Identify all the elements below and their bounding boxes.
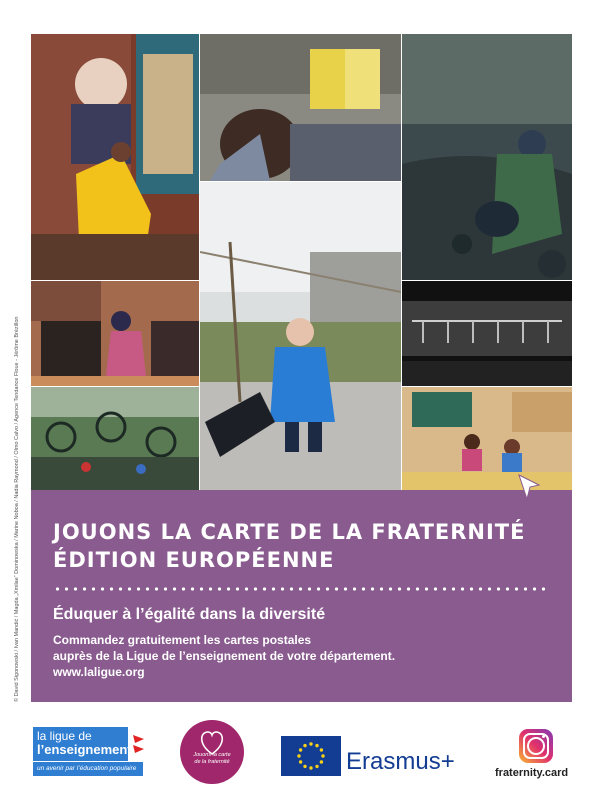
photo-girl-suitcase [200, 182, 401, 490]
body-line-1: Commandez gratuitement les cartes postales [53, 633, 312, 647]
dotted-divider [53, 587, 550, 591]
logos-row [0, 712, 603, 811]
ligue-logo [33, 727, 143, 777]
instagram-handle[interactable]: fraternity.card [495, 767, 569, 779]
photo-shore-worker [402, 34, 572, 280]
erasmus-label: Erasmus+ [346, 748, 455, 775]
fraternity-logo-text: Jouons la carte de la fraternité [193, 752, 231, 765]
photo-carnival-woman [31, 34, 199, 280]
title-line-1: JOUONS LA CARTE DE LA FRATERNITÉ [53, 520, 526, 544]
cursor-arrow-icon [516, 472, 542, 502]
ligue-line-1: la ligue de [37, 729, 92, 743]
fraternity-logo [180, 720, 244, 784]
photo-music-room [31, 281, 199, 386]
subtitle: Éduquer à l’égalité dans la diversité [53, 606, 326, 623]
ligue-tagline: un avenir par l’éducation populaire [33, 762, 143, 776]
instagram-icon[interactable] [519, 729, 553, 763]
ligue-flag-icon [131, 733, 145, 755]
photo-credit [10, 316, 26, 710]
ligue-line-2: l’enseignement [37, 742, 132, 757]
photo-credit-text: © David Sigonowski / Ivan Mandić / Magda „Xmilae“ Dominowska / Marine Noboa / Nadia Raymond / Olmo Calvo / Agence Tendance Floue - Jérôme Brézillon [14, 316, 20, 702]
photo-bw-film [402, 281, 572, 386]
website-link[interactable]: www.laligue.org [53, 665, 145, 679]
photo-man-reading [200, 34, 401, 181]
info-band [31, 490, 572, 702]
eu-flag-icon [281, 736, 341, 776]
body-text [53, 632, 395, 680]
body-line-2: auprès de la Ligue de l’enseignement de votre département. [53, 649, 396, 663]
photo-classroom [402, 387, 572, 490]
ligue-logo-box [33, 727, 132, 761]
photo-bicycles [31, 387, 199, 490]
title-line-2: ÉDITION EUROPÉENNE [53, 548, 335, 572]
